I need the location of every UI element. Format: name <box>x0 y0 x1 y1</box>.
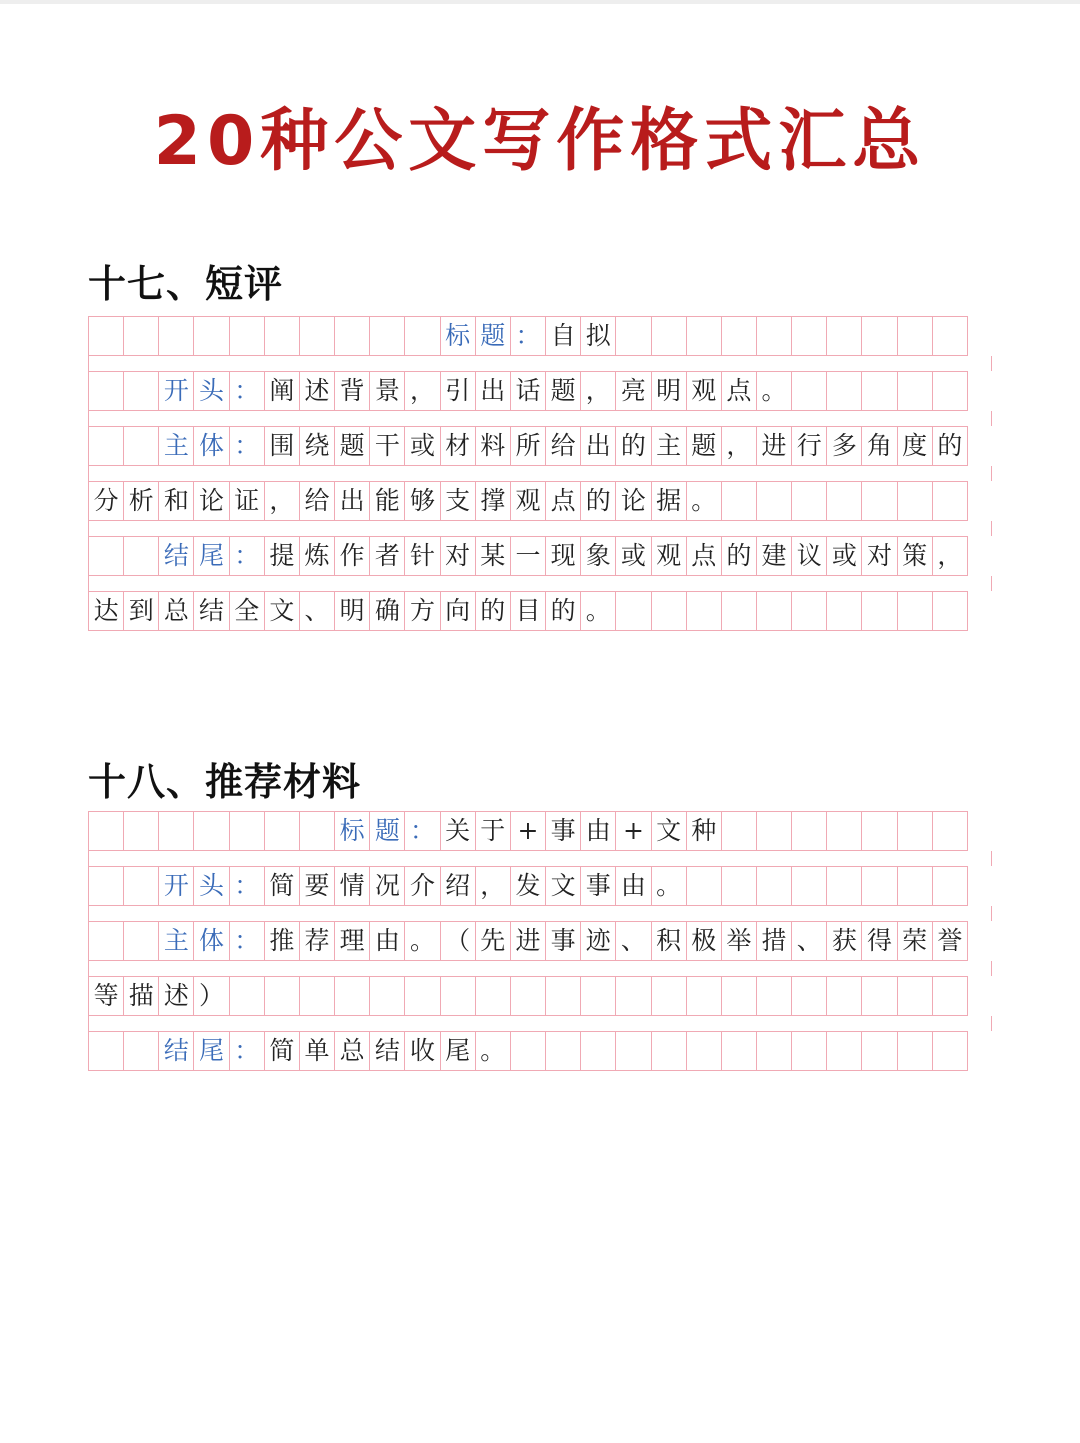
grid-cell-empty <box>721 976 757 1016</box>
grid-cell-label: ： <box>229 426 265 466</box>
grid-cell-char: 文 <box>651 811 687 851</box>
grid-cell-char: 某 <box>475 536 511 576</box>
grid-cell-empty <box>264 811 300 851</box>
grid-cell-char: 撑 <box>475 481 511 521</box>
grid-cell-char: 策 <box>897 536 933 576</box>
grid-cell-label: ： <box>510 316 546 356</box>
grid-cell-empty <box>756 316 792 356</box>
grid-cell-char: 针 <box>404 536 440 576</box>
grid-cell-empty <box>756 976 792 1016</box>
grid-cell-char: ， <box>264 481 300 521</box>
grid-cell-char: 能 <box>369 481 405 521</box>
grid-cell-char: 理 <box>334 921 370 961</box>
grid-cell-char: 料 <box>475 426 511 466</box>
grid-cell-empty <box>791 591 827 631</box>
grid-cell-empty <box>404 976 440 1016</box>
grid-cell-empty <box>826 371 862 411</box>
grid-cell-empty <box>826 866 862 906</box>
grid-cell-empty <box>88 426 124 466</box>
grid-row-gap <box>88 961 992 976</box>
grid-cell-empty <box>861 371 897 411</box>
grid-cell-char: 点 <box>721 371 757 411</box>
grid-cell-empty <box>580 1031 616 1071</box>
grid-cell-char: 度 <box>897 426 933 466</box>
grid-cell-empty <box>88 536 124 576</box>
grid-cell-char: 议 <box>791 536 827 576</box>
grid-row <box>88 1031 992 1071</box>
grid-cell-char: 出 <box>334 481 370 521</box>
grid-cell-char: 题 <box>686 426 722 466</box>
grid-cell-empty <box>369 316 405 356</box>
grid-cell-empty <box>229 811 265 851</box>
grid-cell-char: 自 <box>545 316 581 356</box>
grid-cell-char: 荐 <box>299 921 335 961</box>
grid-cell-char: 总 <box>158 591 194 631</box>
grid-cell-char: 明 <box>334 591 370 631</box>
grid-cell-empty <box>826 1031 862 1071</box>
grid-cell-empty <box>932 1031 968 1071</box>
grid-cell-char: 简 <box>264 866 300 906</box>
grid-cell-char: 背 <box>334 371 370 411</box>
grid-cell-empty <box>334 976 370 1016</box>
grid-cell-empty <box>897 316 933 356</box>
grid-cell-empty <box>88 316 124 356</box>
grid-cell-empty <box>897 591 933 631</box>
grid-cell-char: 出 <box>580 426 616 466</box>
grid-cell-char: 多 <box>826 426 862 466</box>
grid-cell-empty <box>932 976 968 1016</box>
grid-cell-empty <box>545 1031 581 1071</box>
grid-cell-empty <box>756 1031 792 1071</box>
grid-cell-char: 种 <box>686 811 722 851</box>
grid-cell-label: ： <box>229 921 265 961</box>
grid-cell-empty <box>932 591 968 631</box>
grid-cell-empty <box>510 976 546 1016</box>
grid-cell-char: 述 <box>299 371 335 411</box>
grid-cell-char: 于 <box>475 811 511 851</box>
grid-cell-char: 景 <box>369 371 405 411</box>
grid-cell-char: ， <box>580 371 616 411</box>
grid-cell-char: 事 <box>580 866 616 906</box>
grid-cell-empty <box>615 316 651 356</box>
grid-cell-char: 收 <box>404 1031 440 1071</box>
grid-cell-char: 由 <box>615 866 651 906</box>
grid-cell-char: 支 <box>440 481 476 521</box>
grid-cell-label: ： <box>404 811 440 851</box>
grid-row-gap <box>88 411 992 426</box>
grid-cell-empty <box>545 976 581 1016</box>
grid-cell-char: 提 <box>264 536 300 576</box>
grid-row-gap <box>88 851 992 866</box>
grid-cell-empty <box>158 316 194 356</box>
grid-cell-label: 题 <box>475 316 511 356</box>
grid-cell-char: ， <box>475 866 511 906</box>
grid-cell-empty <box>123 536 159 576</box>
grid-cell-char: 要 <box>299 866 335 906</box>
grid-cell-char: 方 <box>404 591 440 631</box>
grid-cell-empty <box>229 316 265 356</box>
grid-cell-label: ： <box>229 866 265 906</box>
grid-cell-label: 开 <box>158 866 194 906</box>
grid-cell-empty <box>264 976 300 1016</box>
grid-cell-empty <box>756 481 792 521</box>
grid-cell-empty <box>721 481 757 521</box>
grid-cell-empty <box>686 976 722 1016</box>
grid-cell-char: 主 <box>651 426 687 466</box>
grid-cell-char: 论 <box>615 481 651 521</box>
grid-cell-empty <box>932 316 968 356</box>
grid-cell-label: ： <box>229 1031 265 1071</box>
grid-cell-empty <box>897 371 933 411</box>
grid-cell-label: ： <box>229 536 265 576</box>
grid-row <box>88 811 992 851</box>
grid-cell-empty <box>369 976 405 1016</box>
grid-cell-char: 观 <box>510 481 546 521</box>
grid-cell-char: 给 <box>299 481 335 521</box>
grid-cell-char: 推 <box>264 921 300 961</box>
grid-cell-char: 描 <box>123 976 159 1016</box>
grid-cell-char: 举 <box>721 921 757 961</box>
grid-cell-empty <box>897 976 933 1016</box>
grid-cell-label: 主 <box>158 921 194 961</box>
grid-cell-empty <box>88 1031 124 1071</box>
grid-cell-char: ， <box>721 426 757 466</box>
grid-cell-char: 。 <box>475 1031 511 1071</box>
grid-cell-empty <box>897 866 933 906</box>
grid-cell-label: ： <box>229 371 265 411</box>
grid-cell-empty <box>686 316 722 356</box>
grid-cell-empty <box>791 316 827 356</box>
grid-cell-char: 干 <box>369 426 405 466</box>
grid-cell-empty <box>826 976 862 1016</box>
grid-row-gap <box>88 356 992 371</box>
grid-cell-label: 尾 <box>193 536 229 576</box>
grid-cell-empty <box>826 591 862 631</box>
grid-cell-char: 话 <box>510 371 546 411</box>
grid-cell-char: 点 <box>686 536 722 576</box>
grid-cell-char: 尾 <box>440 1031 476 1071</box>
grid-cell-empty <box>651 976 687 1016</box>
grid-cell-empty <box>932 371 968 411</box>
grid-cell-char: 的 <box>721 536 757 576</box>
grid-cell-empty <box>686 591 722 631</box>
grid-row <box>88 921 992 961</box>
grid-cell-char: 论 <box>193 481 229 521</box>
grid-cell-char: 荣 <box>897 921 933 961</box>
grid-cell-char: 结 <box>193 591 229 631</box>
grid-cell-char: 和 <box>158 481 194 521</box>
grid-cell-label: 标 <box>334 811 370 851</box>
grid-cell-char: 或 <box>826 536 862 576</box>
grid-cell-empty <box>264 316 300 356</box>
grid-cell-char: 关 <box>440 811 476 851</box>
grid-cell-char: 或 <box>404 426 440 466</box>
grid-cell-label: 头 <box>193 866 229 906</box>
grid-cell-char: 者 <box>369 536 405 576</box>
grid-cell-char: 证 <box>229 481 265 521</box>
grid-cell-char: 、 <box>615 921 651 961</box>
grid-cell-empty <box>721 1031 757 1071</box>
grid-cell-char: 建 <box>756 536 792 576</box>
grid-cell-empty <box>123 1031 159 1071</box>
grid-cell-char: 亮 <box>615 371 651 411</box>
grid-cell-empty <box>299 976 335 1016</box>
grid-cell-char: 情 <box>334 866 370 906</box>
grid-cell-label: 体 <box>193 426 229 466</box>
grid-cell-empty <box>721 811 757 851</box>
grid-row-gap <box>88 1016 992 1031</box>
grid-row <box>88 976 992 1016</box>
grid-cell-label: 尾 <box>193 1031 229 1071</box>
grid-cell-empty <box>721 316 757 356</box>
grid-cell-char: 得 <box>861 921 897 961</box>
grid-row <box>88 316 992 356</box>
grid-cell-empty <box>123 921 159 961</box>
grid-cell-empty <box>756 591 792 631</box>
grid-cell-char: （ <box>440 921 476 961</box>
grid-cell-char: 誉 <box>932 921 968 961</box>
grid-row <box>88 426 992 466</box>
grid-cell-empty <box>686 1031 722 1071</box>
grid-cell-char: 或 <box>615 536 651 576</box>
grid-row <box>88 371 992 411</box>
grid-cell-empty <box>123 426 159 466</box>
grid-cell-empty <box>826 316 862 356</box>
grid-cell-empty <box>791 976 827 1016</box>
section-heading-18: 十八、推荐材料 <box>88 760 362 804</box>
grid-cell-char: 阐 <box>264 371 300 411</box>
grid-cell-empty <box>826 811 862 851</box>
grid-cell-empty <box>88 371 124 411</box>
grid-cell-empty <box>897 481 933 521</box>
grid-cell-empty <box>791 1031 827 1071</box>
grid-cell-empty <box>826 481 862 521</box>
grid-cell-char: 由 <box>369 921 405 961</box>
grid-cell-char: 作 <box>334 536 370 576</box>
grid-cell-empty <box>861 481 897 521</box>
grid-cell-char: 所 <box>510 426 546 466</box>
grid-cell-empty <box>123 866 159 906</box>
grid-cell-char: 结 <box>369 1031 405 1071</box>
grid-cell-empty <box>861 811 897 851</box>
grid-cell-char: 够 <box>404 481 440 521</box>
grid-cell-char: 明 <box>651 371 687 411</box>
grid-cell-char: 文 <box>264 591 300 631</box>
grid-cell-empty <box>158 811 194 851</box>
grid-cell-char: + <box>615 811 651 851</box>
grid-cell-empty <box>861 316 897 356</box>
grid-cell-char: 况 <box>369 866 405 906</box>
grid-cell-char: 。 <box>404 921 440 961</box>
grid-cell-char: 达 <box>88 591 124 631</box>
grid-cell-empty <box>334 316 370 356</box>
grid-cell-char: 象 <box>580 536 616 576</box>
grid-cell-char: 观 <box>686 371 722 411</box>
grid-cell-empty <box>897 1031 933 1071</box>
grid-cell-char: 。 <box>756 371 792 411</box>
grid-row <box>88 591 992 631</box>
grid-cell-empty <box>193 316 229 356</box>
section-heading-17: 十七、短评 <box>88 262 284 306</box>
grid-cell-empty <box>229 976 265 1016</box>
grid-cell-empty <box>615 976 651 1016</box>
grid-cell-char: 一 <box>510 536 546 576</box>
grid-row-gap <box>88 576 992 591</box>
top-divider <box>0 0 1080 4</box>
grid-cell-char: 进 <box>756 426 792 466</box>
grid-cell-empty <box>932 866 968 906</box>
grid-cell-char: 向 <box>440 591 476 631</box>
grid-cell-empty <box>123 371 159 411</box>
grid-cell-char: 措 <box>756 921 792 961</box>
grid-cell-char: 炼 <box>299 536 335 576</box>
grid-cell-char: 发 <box>510 866 546 906</box>
grid-cell-empty <box>756 811 792 851</box>
grid-cell-char: 。 <box>580 591 616 631</box>
grid-cell-char: 绕 <box>299 426 335 466</box>
grid-cell-label: 结 <box>158 536 194 576</box>
grid-cell-char: 题 <box>334 426 370 466</box>
grid-cell-char: 文 <box>545 866 581 906</box>
grid-cell-char: 的 <box>932 426 968 466</box>
grid-cell-char: 对 <box>861 536 897 576</box>
grid-cell-char: 积 <box>651 921 687 961</box>
grid-cell-char: 分 <box>88 481 124 521</box>
grid-cell-char: 围 <box>264 426 300 466</box>
grid-cell-char: 点 <box>545 481 581 521</box>
grid-row-gap <box>88 906 992 921</box>
grid-cell-char: 的 <box>545 591 581 631</box>
grid-cell-char: 据 <box>651 481 687 521</box>
grid-cell-empty <box>615 591 651 631</box>
grid-cell-empty <box>756 866 792 906</box>
grid-cell-label: 标 <box>440 316 476 356</box>
grid-cell-char: 极 <box>686 921 722 961</box>
grid-cell-char: 先 <box>475 921 511 961</box>
grid-cell-char: 、 <box>299 591 335 631</box>
grid-cell-empty <box>193 811 229 851</box>
grid-cell-empty <box>123 316 159 356</box>
grid-cell-char: 事 <box>545 811 581 851</box>
grid-row <box>88 481 992 521</box>
grid-cell-label: 结 <box>158 1031 194 1071</box>
grid-cell-char: 全 <box>229 591 265 631</box>
grid-cell-char: 介 <box>404 866 440 906</box>
grid-cell-char: ） <box>193 976 229 1016</box>
grid-cell-empty <box>861 591 897 631</box>
grid-cell-empty <box>651 1031 687 1071</box>
grid-cell-empty <box>88 866 124 906</box>
grid-cell-empty <box>404 316 440 356</box>
grid-cell-char: 材 <box>440 426 476 466</box>
grid-cell-char: 到 <box>123 591 159 631</box>
grid-row <box>88 536 992 576</box>
grid-cell-empty <box>440 976 476 1016</box>
grid-cell-char: 行 <box>791 426 827 466</box>
grid-cell-empty <box>615 1031 651 1071</box>
grid-cell-empty <box>686 866 722 906</box>
grid-cell-char: 题 <box>545 371 581 411</box>
grid-row-gap <box>88 466 992 481</box>
grid-cell-char: 总 <box>334 1031 370 1071</box>
grid-cell-char: 单 <box>299 1031 335 1071</box>
grid-cell-empty <box>475 976 511 1016</box>
grid-cell-empty <box>932 811 968 851</box>
grid-cell-empty <box>861 976 897 1016</box>
grid-cell-label: 体 <box>193 921 229 961</box>
grid-cell-label: 开 <box>158 371 194 411</box>
grid-cell-empty <box>580 976 616 1016</box>
grid-cell-label: 主 <box>158 426 194 466</box>
grid-cell-empty <box>791 811 827 851</box>
grid-cell-char: 。 <box>686 481 722 521</box>
grid-cell-empty <box>861 1031 897 1071</box>
grid-cell-empty <box>651 591 687 631</box>
grid-cell-char: 进 <box>510 921 546 961</box>
grid-cell-empty <box>299 316 335 356</box>
grid-cell-label: 题 <box>369 811 405 851</box>
grid-cell-empty <box>299 811 335 851</box>
grid-cell-empty <box>791 371 827 411</box>
grid-cell-char: 简 <box>264 1031 300 1071</box>
grid-cell-char: 出 <box>475 371 511 411</box>
grid-cell-char: 析 <box>123 481 159 521</box>
grid-cell-char: 、 <box>791 921 827 961</box>
grid-cell-char: 对 <box>440 536 476 576</box>
grid-cell-empty <box>721 866 757 906</box>
grid-cell-label: 头 <box>193 371 229 411</box>
grid-cell-empty <box>510 1031 546 1071</box>
grid-cell-char: 绍 <box>440 866 476 906</box>
grid-cell-empty <box>791 481 827 521</box>
grid-cell-char: 事 <box>545 921 581 961</box>
grid-cell-char: 观 <box>651 536 687 576</box>
grid-cell-empty <box>123 811 159 851</box>
grid-cell-empty <box>861 866 897 906</box>
grid-cell-char: 的 <box>580 481 616 521</box>
grid-cell-char: 拟 <box>580 316 616 356</box>
grid-cell-char: 述 <box>158 976 194 1016</box>
grid-cell-empty <box>932 481 968 521</box>
grid-cell-char: ， <box>932 536 968 576</box>
grid-cell-char: 。 <box>651 866 687 906</box>
grid-cell-char: 确 <box>369 591 405 631</box>
grid-cell-char: 的 <box>615 426 651 466</box>
grid-cell-char: ， <box>404 371 440 411</box>
grid-cell-char: 现 <box>545 536 581 576</box>
grid-cell-char: 等 <box>88 976 124 1016</box>
grid-cell-empty <box>721 591 757 631</box>
grid-cell-char: 角 <box>861 426 897 466</box>
grid-cell-char: + <box>510 811 546 851</box>
grid-cell-char: 给 <box>545 426 581 466</box>
grid-cell-char: 由 <box>580 811 616 851</box>
grid-cell-char: 引 <box>440 371 476 411</box>
grid-cell-empty <box>897 811 933 851</box>
grid-cell-empty <box>88 811 124 851</box>
grid-cell-empty <box>88 921 124 961</box>
grid-cell-empty <box>651 316 687 356</box>
grid-row <box>88 866 992 906</box>
grid-cell-char: 的 <box>475 591 511 631</box>
grid-cell-char: 获 <box>826 921 862 961</box>
grid-cell-char: 目 <box>510 591 546 631</box>
grid-row-gap <box>88 521 992 536</box>
grid-cell-char: 迹 <box>580 921 616 961</box>
page-title: 20种公文写作格式汇总 <box>153 102 927 181</box>
grid-cell-empty <box>791 866 827 906</box>
